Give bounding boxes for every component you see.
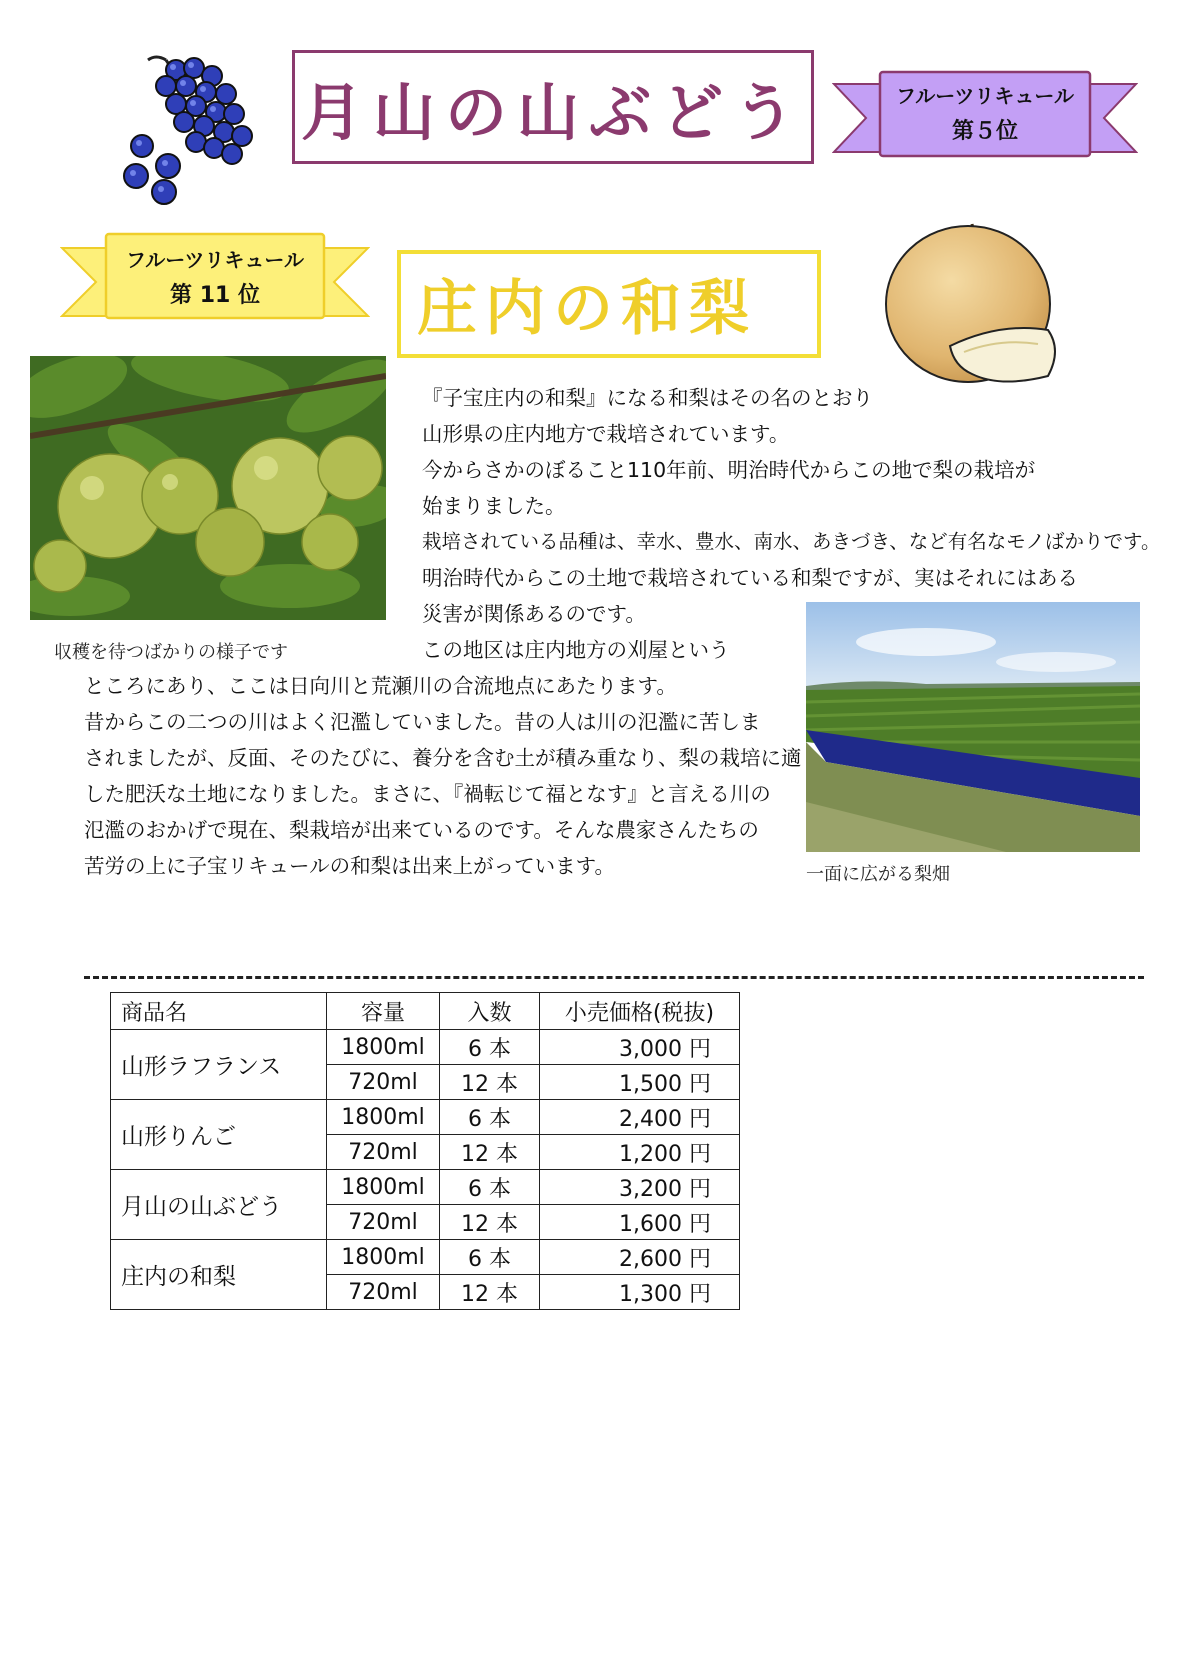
grape-ribbon-line2: 第５位 bbox=[951, 119, 1018, 144]
product-name: 月山の山ぶどう bbox=[111, 1170, 327, 1240]
volume-cell: 720ml bbox=[327, 1065, 440, 1100]
paragraph-line: 山形県の庄内地方で栽培されています。 bbox=[422, 422, 790, 446]
product-name: 山形りんご bbox=[111, 1100, 327, 1170]
paragraph-line: 苦労の上に子宝リキュールの和梨は出来上がっています。 bbox=[84, 854, 615, 878]
quantity-cell: 12 本 bbox=[440, 1275, 540, 1310]
grape-ribbon-line1: フルーツリキュール bbox=[896, 84, 1074, 108]
paragraph-line: されましたが、反面、そのたびに、養分を含む土が積み重なり、梨の栽培に適 bbox=[84, 746, 802, 770]
paragraph-line: 始まりました。 bbox=[422, 494, 566, 518]
price-cell: 1,300 円 bbox=[540, 1275, 740, 1310]
quantity-cell: 6 本 bbox=[440, 1240, 540, 1275]
quantity-cell: 6 本 bbox=[440, 1170, 540, 1205]
price-table bbox=[110, 992, 740, 1310]
paragraph-line: 昔からこの二つの川はよく氾濫していました。昔の人は川の氾濫に苦しま bbox=[84, 710, 761, 734]
volume-cell: 720ml bbox=[327, 1275, 440, 1310]
pear-orchard-photo bbox=[30, 356, 386, 620]
quantity-cell: 6 本 bbox=[440, 1100, 540, 1135]
quantity-cell: 12 本 bbox=[440, 1205, 540, 1240]
price-cell: 2,400 円 bbox=[540, 1100, 740, 1135]
price-cell: 1,600 円 bbox=[540, 1205, 740, 1240]
grape-title-box bbox=[292, 50, 814, 164]
grape-rank-ribbon bbox=[832, 66, 1138, 168]
paragraph-line: 『子宝庄内の和梨』になる和梨はその名のとおり bbox=[422, 386, 873, 410]
header-product-name: 商品名 bbox=[111, 993, 327, 1030]
header-retail-price: 小売価格(税抜) bbox=[540, 993, 740, 1030]
pear-title-box bbox=[397, 250, 821, 358]
table-row bbox=[111, 1240, 740, 1275]
volume-cell: 1800ml bbox=[327, 1240, 440, 1275]
header-volume: 容量 bbox=[327, 993, 440, 1030]
product-name: 庄内の和梨 bbox=[111, 1240, 327, 1310]
pear-ribbon-line1: フルーツリキュール bbox=[126, 248, 304, 272]
volume-cell: 720ml bbox=[327, 1205, 440, 1240]
header-quantity: 入数 bbox=[440, 993, 540, 1030]
pear-field-photo bbox=[806, 602, 1140, 852]
pear-ribbon-line2: 第 11 位 bbox=[170, 283, 260, 308]
grape-title: 月山の山ぶどう bbox=[300, 75, 805, 149]
quantity-cell: 6 本 bbox=[440, 1030, 540, 1065]
pear-illustration bbox=[880, 218, 1070, 396]
price-cell: 1,500 円 bbox=[540, 1065, 740, 1100]
table-header-row bbox=[111, 993, 740, 1030]
paragraph-line: した肥沃な土地になりました。まさに、『禍転じて福となす』と言える川の bbox=[84, 782, 771, 806]
paragraph-line: 今からさかのぼること110年前、明治時代からこの地で梨の栽培が bbox=[422, 458, 1036, 482]
paragraph-line: 栽培されている品種は、幸水、豊水、南水、あきづき、など有名なモノばかりです。 bbox=[422, 530, 1161, 553]
field-photo-caption: 一面に広がる梨畑 bbox=[806, 864, 950, 885]
price-cell: 3,200 円 bbox=[540, 1170, 740, 1205]
paragraph-line: この地区は庄内地方の刈屋という bbox=[422, 638, 730, 662]
paragraph-line: 明治時代からこの土地で栽培されている和梨ですが、実はそれにはある bbox=[422, 566, 1078, 590]
price-cell: 3,000 円 bbox=[540, 1030, 740, 1065]
table-row bbox=[111, 1100, 740, 1135]
price-cell: 1,200 円 bbox=[540, 1135, 740, 1170]
paragraph-line: ところにあり、ここは日向川と荒瀬川の合流地点にあたります。 bbox=[84, 674, 677, 698]
section-divider bbox=[84, 976, 1144, 979]
paragraph-line: 災害が関係あるのです。 bbox=[422, 602, 646, 626]
quantity-cell: 12 本 bbox=[440, 1135, 540, 1170]
paragraph-line: 氾濫のおかげで現在、梨栽培が出来ているのです。そんな農家さんたちの bbox=[84, 818, 759, 842]
pear-rank-ribbon bbox=[60, 230, 370, 328]
pear-title: 庄内の和梨 bbox=[417, 274, 757, 344]
orchard-photo-caption: 収穫を待つばかりの様子です bbox=[54, 642, 288, 663]
volume-cell: 1800ml bbox=[327, 1100, 440, 1135]
volume-cell: 1800ml bbox=[327, 1030, 440, 1065]
price-cell: 2,600 円 bbox=[540, 1240, 740, 1275]
table-row bbox=[111, 1170, 740, 1205]
volume-cell: 720ml bbox=[327, 1135, 440, 1170]
grape-bunch-illustration bbox=[118, 46, 268, 206]
quantity-cell: 12 本 bbox=[440, 1065, 540, 1100]
product-name: 山形ラフランス bbox=[111, 1030, 327, 1100]
volume-cell: 1800ml bbox=[327, 1170, 440, 1205]
table-row bbox=[111, 1030, 740, 1065]
